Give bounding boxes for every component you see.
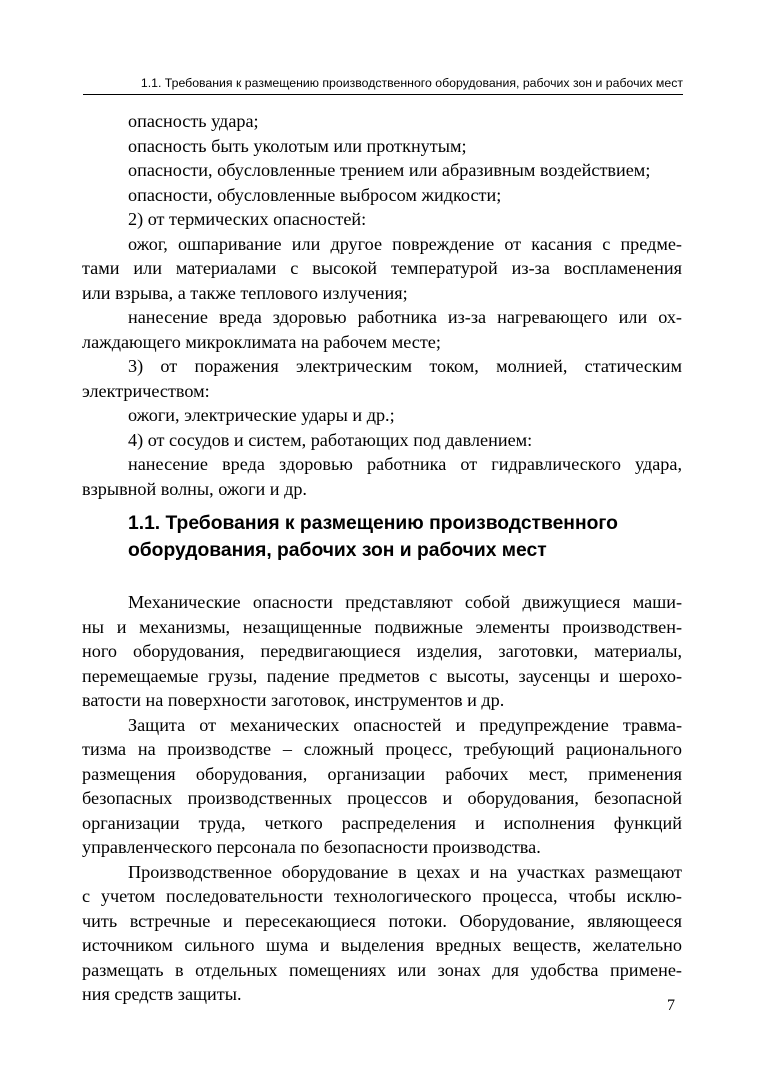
text-line: нанесение вреда здоровью работника от гидравлического удара, xyxy=(128,454,682,474)
text-line: перемещаемые грузы, падение предметов с высоты, заусенцы и шерохо- xyxy=(82,665,682,686)
text-line: 3) от поражения электрическим током, молнией, статическим xyxy=(128,356,682,376)
text-line: источником сильного шума и выделения вредных веществ, желательно xyxy=(82,935,682,955)
text-line: электричеством: xyxy=(82,380,210,401)
text-line: с учетом последовательности технологического процесса, чтобы исклю- xyxy=(82,886,682,906)
text-line: организации труда, четкого распределения и исполнения функций xyxy=(82,812,682,833)
section-heading-line: 1.1. Требования к размещению производственного xyxy=(128,513,618,534)
text-line: ватости на поверхности заготовок, инструментов и др. xyxy=(82,690,505,710)
text-line: управленческого персонала по безопасности производства. xyxy=(82,837,541,857)
text-line: нанесение вреда здоровью работника из-за нагревающего или ох- xyxy=(128,307,682,327)
text-line: Защита от механических опасностей и предупреждение травма- xyxy=(128,714,682,735)
text-line: Производственное оборудование в цехах и на участках размещают xyxy=(128,861,682,882)
page-number: 7 xyxy=(667,997,675,1014)
text-line: тизма на производстве – сложный процесс, требующий рационального xyxy=(82,739,682,759)
text-line: лаждающего микроклимата на рабочем месте; xyxy=(82,331,441,352)
text-line: ного оборудования, передвигающиеся изделия, заготовки, материалы, xyxy=(82,641,682,661)
text-line: чить встречные и пересекающиеся потоки. Оборудование, являющееся xyxy=(82,910,682,931)
text-line: 4) от сосудов и систем, работающих под давлением: xyxy=(128,429,533,450)
header-rule xyxy=(83,94,683,95)
text-line: опасности, обусловленные трением или абразивным воздействием; xyxy=(128,160,651,180)
text-line: ожоги, электрические удары и др.; xyxy=(128,405,395,425)
body-text-bottom xyxy=(82,590,682,1007)
text-line: Механические опасности представляют собой движущиеся маши- xyxy=(128,592,682,612)
text-line: 2) от термических опасностей: xyxy=(128,209,367,229)
text-line: ны и механизмы, незащищенные подвижные элементы производствен- xyxy=(82,616,682,637)
section-heading xyxy=(128,510,668,564)
text-line: размещения оборудования, организации рабочих мест, применения xyxy=(82,763,682,784)
text-line: опасность быть уколотым или проткнутым; xyxy=(128,135,467,156)
text-line: опасности, обусловленные выбросом жидкости; xyxy=(128,184,502,205)
text-line: размещать в отдельных помещениях или зонах для удобства примене- xyxy=(82,959,682,980)
text-line: опасность удара; xyxy=(128,111,259,131)
section-heading-line: оборудования, рабочих зон и рабочих мест xyxy=(128,540,547,561)
running-header: 1.1. Требования к размещению производственного оборудования, рабочих зон и рабочих мест xyxy=(140,76,683,90)
text-line: ожог, ошпаривание или другое повреждение от касания с предме- xyxy=(128,233,682,254)
body-text-top xyxy=(82,109,682,501)
text-line: тами или материалами с высокой температурой из-за воспламенения xyxy=(82,258,682,278)
text-line: безопасных производственных процессов и оборудования, безопасной xyxy=(82,788,682,808)
text-line: взрывной волны, ожоги и др. xyxy=(82,478,307,499)
text-line: или взрыва, а также теплового излучения; xyxy=(82,282,408,303)
text-line: ния средств защиты. xyxy=(82,984,242,1004)
